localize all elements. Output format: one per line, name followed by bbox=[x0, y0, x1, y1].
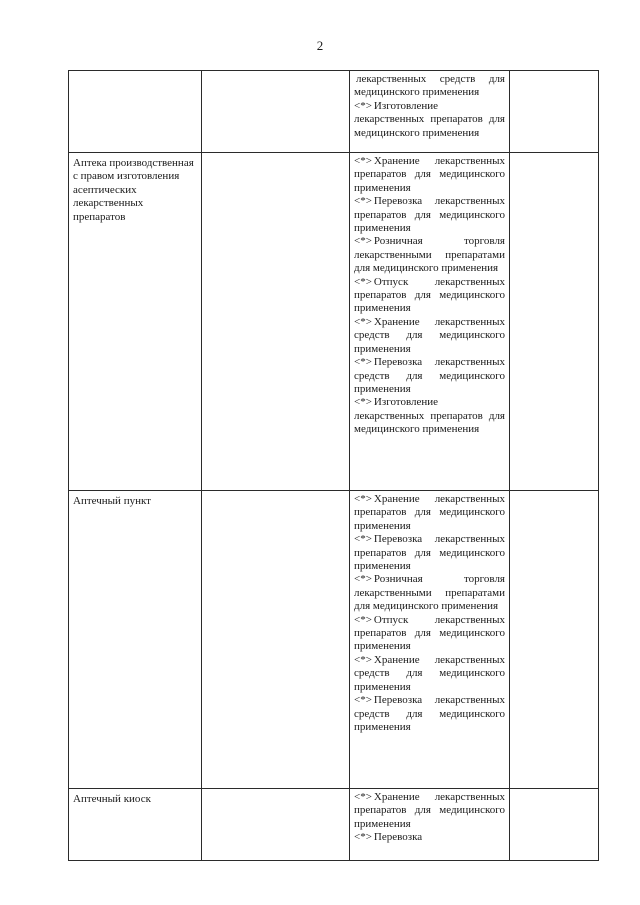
organization-type-cell bbox=[69, 789, 202, 861]
activity-text: Хранение лекарственных препаратов для медицинского применения bbox=[354, 791, 505, 830]
footnote-ref: <*> bbox=[354, 613, 372, 626]
empty-cell bbox=[510, 153, 599, 491]
activities-cell bbox=[350, 491, 510, 789]
activity-text: Изготовление лекарственных препаратов для медицинского применения bbox=[354, 99, 505, 139]
organization-type-cell bbox=[69, 71, 202, 153]
activity-text: Хранение лекарственных средств для медицинского применения bbox=[354, 315, 505, 355]
activity-text: Хранение лекарственных препаратов для медицинского применения bbox=[354, 493, 505, 532]
activity-item bbox=[354, 533, 505, 573]
empty-cell bbox=[202, 491, 350, 789]
activity-item bbox=[354, 235, 505, 275]
activity-item bbox=[354, 493, 505, 533]
empty-cell bbox=[510, 491, 599, 789]
footnote-ref: <*> bbox=[354, 155, 372, 167]
activity-text: Перевозка лекарственных препаратов для медицинского применения bbox=[354, 533, 505, 573]
empty-cell bbox=[202, 71, 350, 153]
empty-cell bbox=[510, 71, 599, 153]
activity-item bbox=[354, 396, 505, 436]
footnote-ref: <*> bbox=[354, 396, 372, 409]
activity-text: Перевозка bbox=[373, 831, 423, 844]
activity-text: Розничная торговля лекарственными препаратами для медицинского применения bbox=[354, 573, 505, 613]
footnote-ref: <*> bbox=[354, 573, 372, 586]
activity-text: Отпуск лекарственных препаратов для медицинского применения bbox=[354, 613, 505, 653]
table-row bbox=[69, 71, 599, 153]
footnote-ref: <*> bbox=[354, 533, 372, 546]
activity-text: Перевозка лекарственных средств для медицинского применения bbox=[354, 694, 505, 733]
page-number: 2 bbox=[316, 38, 324, 53]
table-row bbox=[69, 153, 599, 491]
activity-item bbox=[354, 614, 505, 654]
activity-item bbox=[354, 100, 505, 140]
activity-text: Хранение лекарственных препаратов для медицинского применения bbox=[354, 155, 505, 194]
activities-cell bbox=[350, 153, 510, 491]
footnote-ref: <*> bbox=[354, 653, 372, 666]
activity-item bbox=[354, 654, 505, 694]
footnote-ref: <*> bbox=[354, 694, 372, 707]
organization-type-label: Аптечный киоск bbox=[73, 793, 151, 805]
activities-cell bbox=[350, 71, 510, 153]
activity-text: Отпуск лекарственных препаратов для медицинского применения bbox=[354, 275, 505, 315]
footnote-ref: <*> bbox=[354, 235, 372, 248]
pharmacy-activities-table bbox=[68, 70, 599, 861]
activity-item bbox=[354, 356, 505, 396]
activity-item bbox=[354, 195, 505, 235]
activity-text: Перевозка лекарственных средств для медицинского применения bbox=[354, 356, 505, 395]
activity-item bbox=[354, 276, 505, 316]
activity-item bbox=[354, 831, 505, 844]
footnote-ref: <*> bbox=[354, 831, 372, 844]
organization-type-label: Аптечный пункт bbox=[73, 495, 151, 507]
activity-item bbox=[354, 155, 505, 195]
organization-type-cell bbox=[69, 153, 202, 491]
activity-item bbox=[354, 73, 505, 100]
table-row bbox=[69, 789, 599, 861]
activity-item bbox=[354, 316, 505, 356]
activity-text: Перевозка лекарственных препаратов для медицинского применения bbox=[354, 195, 505, 235]
activity-text: Хранение лекарственных средств для медицинского применения bbox=[354, 653, 505, 693]
footnote-ref: <*> bbox=[354, 356, 372, 369]
footnote-ref: <*> bbox=[354, 195, 372, 208]
activity-item bbox=[354, 791, 505, 831]
empty-cell bbox=[202, 153, 350, 491]
table-row bbox=[69, 491, 599, 789]
activity-item bbox=[354, 573, 505, 613]
organization-type-cell bbox=[69, 491, 202, 789]
activity-text: Изготовление лекарственных препаратов для медицинского применения bbox=[354, 396, 505, 436]
organization-type-label: Аптека производственная с правом изготовления асептических лекарственных препаратов bbox=[73, 157, 194, 223]
footnote-ref: <*> bbox=[354, 275, 372, 288]
activities-cell bbox=[350, 789, 510, 861]
empty-cell bbox=[202, 789, 350, 861]
footnote-ref: <*> bbox=[354, 493, 372, 505]
footnote-ref: <*> bbox=[354, 99, 372, 112]
organization-type-label bbox=[73, 73, 197, 75]
empty-cell bbox=[510, 789, 599, 861]
footnote-ref: <*> bbox=[354, 791, 372, 803]
activity-text: Розничная торговля лекарственными препаратами для медицинского применения bbox=[354, 235, 505, 275]
activity-text: лекарственных средств для медицинского применения bbox=[354, 73, 505, 99]
activity-item bbox=[354, 694, 505, 734]
footnote-ref: <*> bbox=[354, 315, 372, 328]
